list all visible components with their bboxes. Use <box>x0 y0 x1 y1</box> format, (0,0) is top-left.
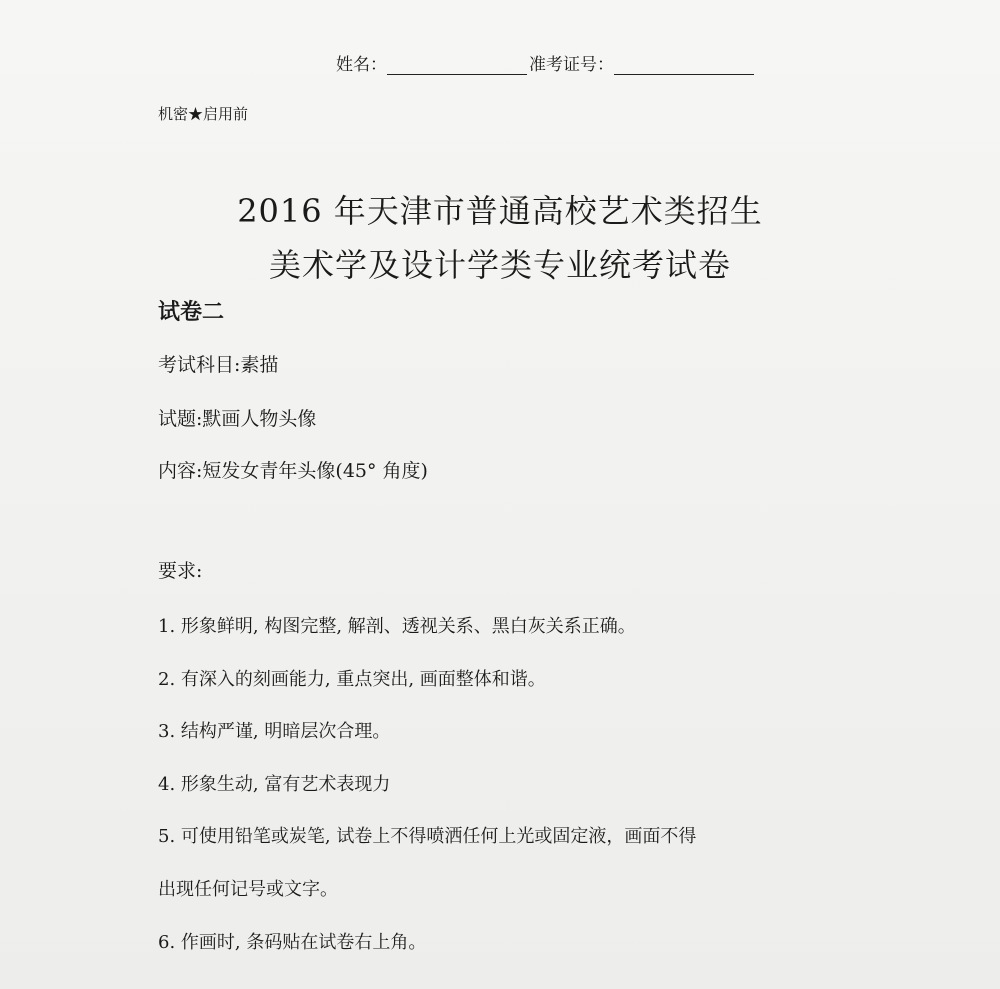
requirement-item: 5. 可使用铅笔或炭笔, 试卷上不得喷洒任何上光或固定液，画面不得 <box>158 826 697 847</box>
requirement-item: 3. 结构严谨, 明暗层次合理。 <box>158 721 391 742</box>
requirement-item-continued: 出现任何记号或文字。 <box>158 879 338 900</box>
exam-question: 试题:默画人物头像 <box>158 408 317 430</box>
requirement-item: 6. 作画时, 条码贴在试卷右上角。 <box>158 932 427 953</box>
requirements-heading: 要求: <box>158 560 203 582</box>
confidential-mark: 机密★启用前 <box>158 105 249 123</box>
requirement-item: 4. 形象生动, 富有艺术表现力 <box>158 774 391 795</box>
candidate-info-header <box>336 50 756 75</box>
exam-id-label: 准考证号： <box>529 55 614 75</box>
requirement-item: 2. 有深入的刻画能力, 重点突出, 画面整体和谐。 <box>158 669 546 690</box>
exam-subject: 考试科目:素描 <box>158 354 279 376</box>
name-blank-line <box>387 56 527 75</box>
name-label: 姓名： <box>336 55 387 75</box>
exam-title-line-1: 2016 年天津市普通高校艺术类招生 <box>237 192 763 230</box>
exam-id-blank-line <box>614 56 754 75</box>
requirement-item: 1. 形象鲜明, 构图完整, 解剖、透视关系、黑白灰关系正确。 <box>158 616 636 637</box>
paper-number: 试卷二 <box>158 299 225 325</box>
exam-content: 内容:短发女青年头像(45° 角度) <box>158 460 428 482</box>
exam-title-line-2: 美术学及设计学类专业统考试卷 <box>268 246 731 284</box>
